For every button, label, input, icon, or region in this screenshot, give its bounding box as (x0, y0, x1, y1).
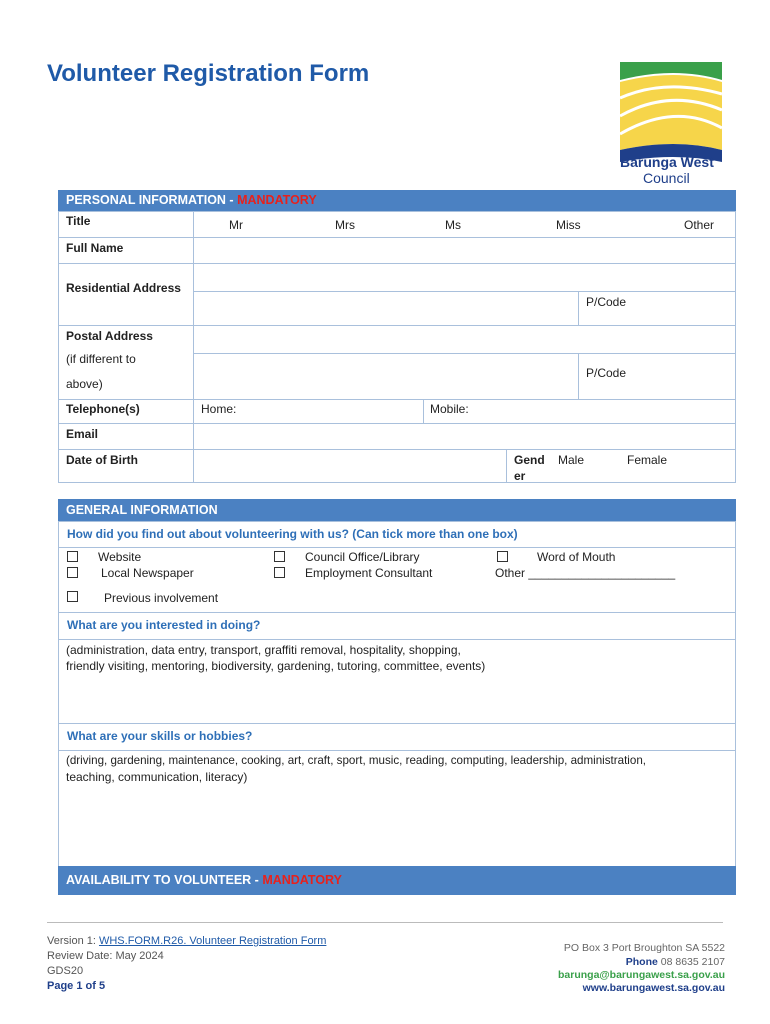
title-option-mrs[interactable]: Mrs (335, 218, 355, 232)
residential-address-field[interactable] (193, 263, 736, 292)
telephone-label: Telephone(s) (66, 402, 140, 416)
postal-address-field[interactable] (193, 325, 736, 354)
question-skills: What are your skills or hobbies? (58, 723, 736, 751)
title-option-other[interactable]: Other (684, 218, 715, 232)
postal-address-field-2[interactable] (193, 353, 579, 400)
title-option-mr[interactable]: Mr (229, 218, 243, 232)
checkbox-previous[interactable] (67, 591, 78, 602)
checkbox-website[interactable] (67, 551, 78, 562)
logo-text: Barunga West (620, 154, 714, 170)
footer-phone: Phone 08 8635 2107 (625, 956, 725, 968)
footer-email[interactable]: barunga@barungawest.sa.gov.au (558, 969, 725, 981)
checkbox-council[interactable] (274, 551, 285, 562)
gender-male[interactable]: Male (558, 453, 585, 467)
option-word-of-mouth: Word of Mouth (537, 550, 616, 564)
gender-label: er (514, 469, 526, 483)
question-interested: What are you interested in doing? (58, 612, 736, 640)
footer-address: PO Box 3 Port Broughton SA 5522 (563, 942, 725, 954)
skills-hint: (driving, gardening, maintenance, cooking, art, craft, sport, music, reading, computing, leadership, administration, (66, 754, 646, 767)
option-website: Website (98, 550, 142, 564)
dob-label: Date of Birth (66, 453, 138, 467)
footer-code: GDS20 (47, 965, 84, 977)
question-find-out: How did you find out about volunteering with us? (Can tick more than one box) (58, 521, 736, 548)
full-name-field[interactable] (193, 237, 736, 264)
mobile-label: Mobile: (430, 402, 469, 416)
title-option-miss[interactable]: Miss (556, 218, 581, 232)
footer-version: Version 1: WHS.FORM.R26. Volunteer Registration Form (47, 935, 327, 947)
checkbox-word-of-mouth[interactable] (497, 551, 508, 562)
residential-address-label: Residential Address (66, 281, 181, 295)
title-label: Title (66, 214, 91, 228)
footer-divider (47, 922, 723, 923)
section-header-general: GENERAL INFORMATION (58, 499, 736, 521)
footer-website[interactable]: www.barungawest.sa.gov.au (582, 982, 725, 994)
dob-field[interactable] (193, 449, 507, 483)
title-option-ms[interactable]: Ms (445, 218, 461, 232)
interested-hint: (administration, data entry, transport, graffiti removal, hospitality, shopping, (66, 643, 461, 657)
postal-note: above) (66, 377, 103, 391)
option-other[interactable]: Other ______________________ (495, 566, 676, 580)
version-link[interactable]: WHS.FORM.R26. Volunteer Registration Form (98, 935, 327, 947)
email-label: Email (66, 427, 99, 441)
pcode-label: P/Code (586, 366, 627, 380)
mobile-phone-field[interactable] (423, 399, 736, 424)
full-name-label: Full Name (66, 241, 124, 255)
option-newspaper: Local Newspaper (101, 566, 194, 580)
postal-note: (if different to (66, 352, 136, 366)
option-council: Council Office/Library (305, 550, 420, 564)
checkbox-newspaper[interactable] (67, 567, 78, 578)
page-number: Page 1 of 5 (47, 980, 106, 992)
skills-field[interactable] (58, 750, 736, 867)
logo-text: Council (643, 170, 690, 186)
checkbox-employment[interactable] (274, 567, 285, 578)
postal-address-label: Postal Address (66, 329, 153, 343)
page-title: Volunteer Registration Form (47, 60, 370, 87)
home-label: Home: (201, 402, 237, 416)
email-field[interactable] (193, 423, 736, 450)
skills-hint: teaching, communication, literacy) (66, 770, 248, 784)
section-header-personal: PERSONAL INFORMATION - MANDATORY (58, 190, 736, 211)
gender-female[interactable]: Female (627, 453, 668, 467)
gender-label: Gend (514, 453, 545, 467)
residential-address-field-2[interactable] (193, 291, 579, 326)
section-header-availability: AVAILABILITY TO VOLUNTEER - MANDATORY (58, 866, 736, 895)
option-previous: Previous involvement (104, 591, 219, 605)
interested-hint: friendly visiting, mentoring, biodiversity, gardening, tutoring, committee, events) (66, 659, 486, 673)
pcode-label: P/Code (586, 295, 627, 309)
option-employment: Employment Consultant (305, 566, 433, 580)
footer-review: Review Date: May 2024 (47, 950, 164, 962)
